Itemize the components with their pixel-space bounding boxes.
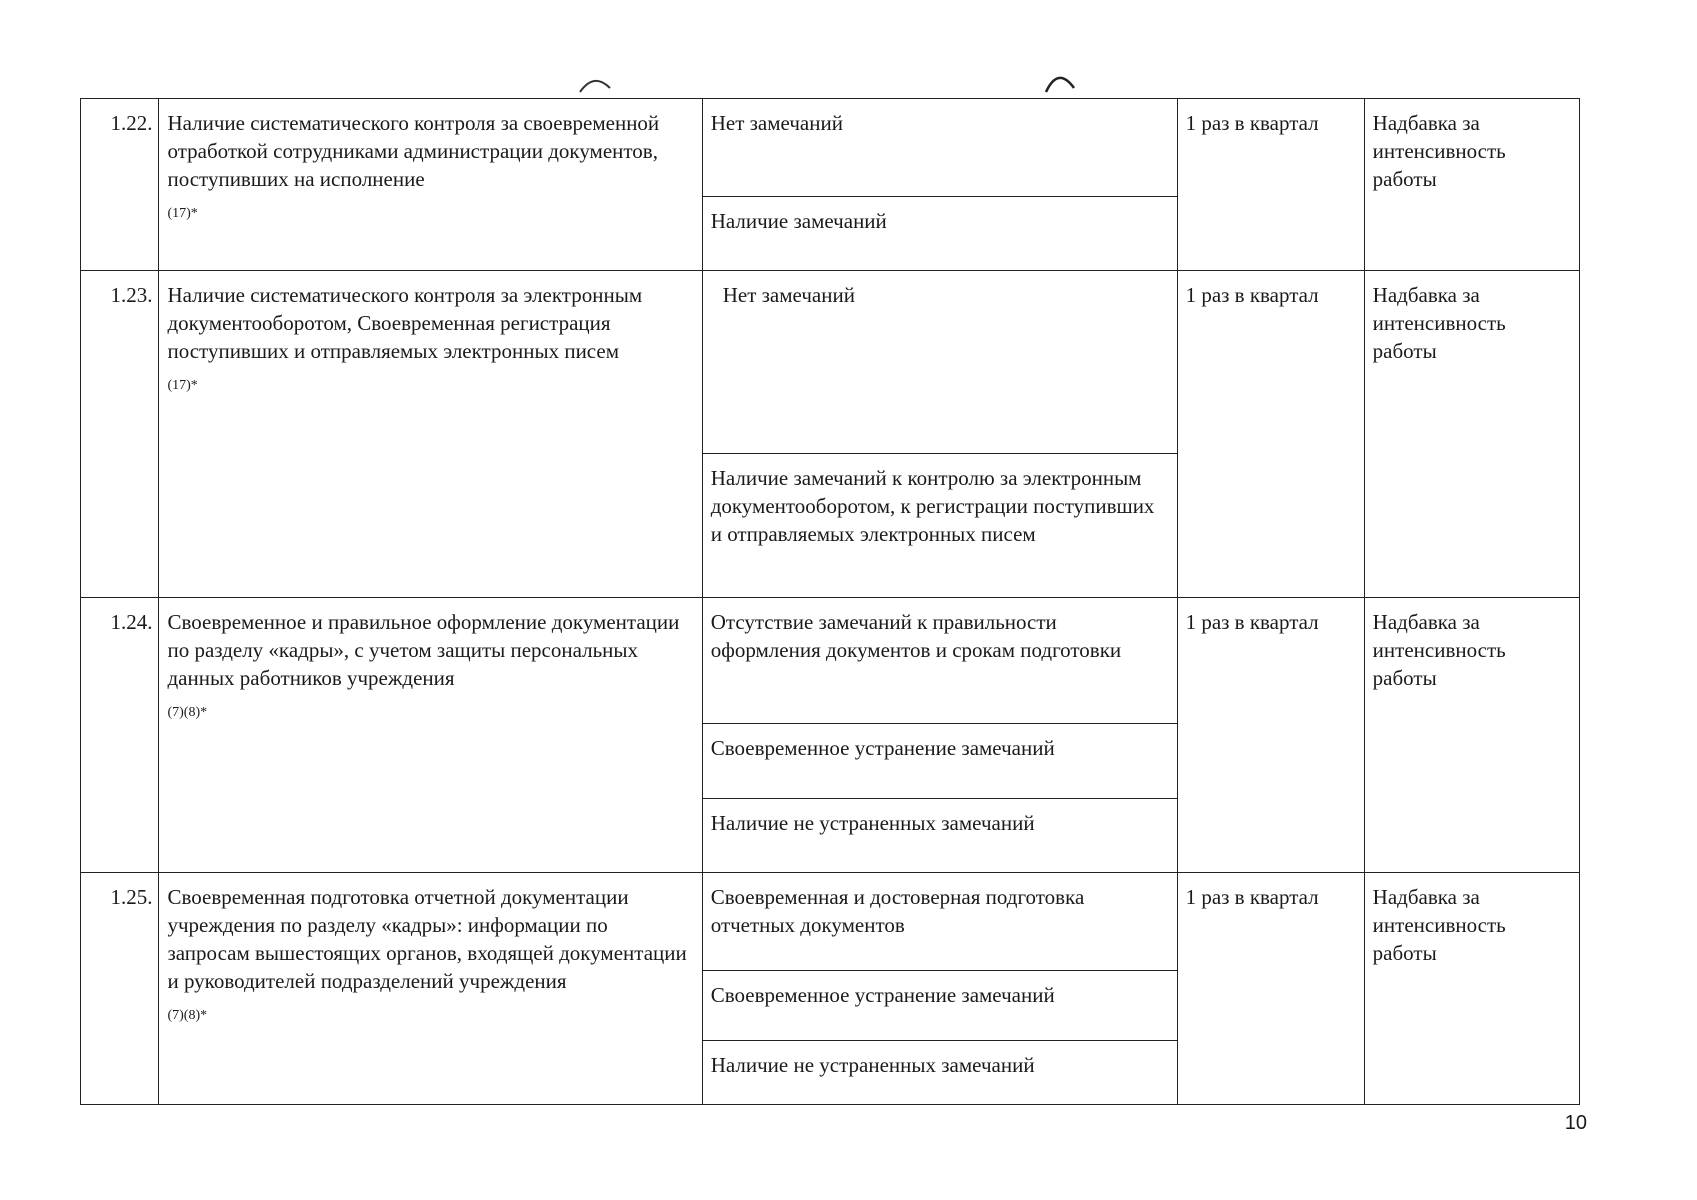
description-text: Своевременное и правильное оформление документации по разделу «кадры», с учетом защиты персональных данных работников учреждения [167, 610, 680, 690]
row-number: 1.24. [81, 598, 159, 873]
bonus-type: Надбавка за интенсивность работы [1364, 271, 1579, 598]
indicator-description [159, 99, 702, 271]
criteria-cell [702, 271, 1177, 598]
criterion: Наличие замечаний [710, 209, 887, 233]
table-row [81, 598, 1580, 873]
description-text: Своевременная подготовка отчетной документации учреждения по разделу «кадры»: информации по запросам вышестоящих органов, входящей документации и руководителей подразделений учреждения [167, 885, 687, 993]
bonus-type: Надбавка за интенсивность работы [1364, 598, 1579, 873]
criterion: Нет замечаний [703, 99, 1177, 197]
frequency: 1 раз в квартал [1177, 99, 1364, 271]
criterion: Наличие замечаний к контролю за электронным документооборотом, к регистрации поступивших и отправляемых электронных писем [710, 466, 1155, 546]
page-number: 10 [1564, 1112, 1587, 1134]
description-text: Наличие систематического контроля за электронным документооборотом, Своевременная регистрация поступивших и отправляемых электронных писем [167, 283, 643, 363]
table-row [81, 873, 1580, 1105]
bonus-type: Надбавка за интенсивность работы [1364, 873, 1579, 1105]
criteria-table [80, 98, 1580, 1105]
criteria-cell [702, 598, 1177, 873]
criterion: Отсутствие замечаний к правильности оформления документов и срокам подготовки [703, 598, 1177, 724]
indicator-description [159, 873, 702, 1105]
footnote-ref: (7)(8)* [167, 1008, 208, 1023]
criterion: Нет замечаний [703, 271, 1177, 454]
footnote-ref: (17)* [167, 206, 198, 221]
footnote-ref: (7)(8)* [167, 705, 208, 720]
criterion: Своевременное устранение замечаний [703, 724, 1177, 799]
description-text: Наличие систематического контроля за своевременной отработкой сотрудниками администрации документов, поступивших на исполнение [167, 111, 660, 191]
criteria-cell [702, 873, 1177, 1105]
row-number: 1.22. [81, 99, 159, 271]
frequency: 1 раз в квартал [1177, 598, 1364, 873]
criterion: Наличие не устраненных замечаний [710, 811, 1035, 835]
bonus-type: Надбавка за интенсивность работы [1364, 99, 1579, 271]
criterion: Наличие не устраненных замечаний [710, 1053, 1035, 1077]
table-row [81, 271, 1580, 598]
punch-hole-mark-left [576, 68, 616, 98]
table-row [81, 99, 1580, 271]
indicator-description [159, 598, 702, 873]
frequency: 1 раз в квартал [1177, 271, 1364, 598]
footnote-ref: (17)* [167, 378, 198, 393]
frequency: 1 раз в квартал [1177, 873, 1364, 1105]
punch-hole-mark-right [1040, 64, 1080, 98]
row-number: 1.25. [81, 873, 159, 1105]
row-number: 1.23. [81, 271, 159, 598]
criteria-cell [702, 99, 1177, 271]
criterion: Своевременное устранение замечаний [703, 971, 1177, 1041]
criterion: Своевременная и достоверная подготовка отчетных документов [703, 873, 1177, 971]
indicator-description [159, 271, 702, 598]
